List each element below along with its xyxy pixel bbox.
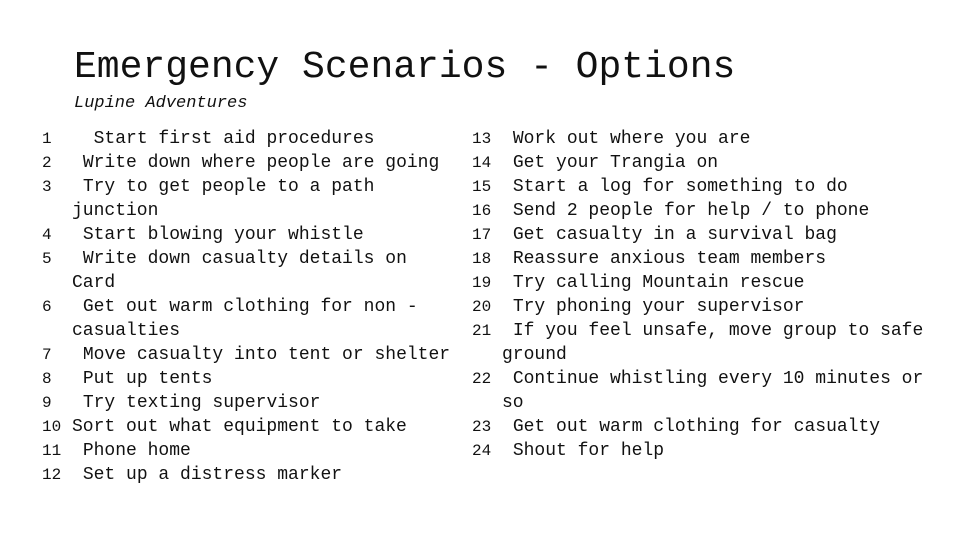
list-item [42, 223, 452, 247]
item-number: 19 [472, 274, 492, 292]
list-item [42, 295, 452, 343]
list-item [42, 151, 452, 175]
list-item [472, 247, 942, 271]
list-item [472, 151, 942, 175]
item-number: 9 [42, 394, 52, 412]
item-text: Try texting supervisor [72, 393, 321, 413]
item-text: Get your Trangia on [502, 153, 719, 173]
item-text: Send 2 people for help / to phone [502, 201, 870, 221]
item-number: 18 [472, 250, 492, 268]
item-text: Sort out what equipment to take [72, 417, 407, 437]
item-number: 23 [472, 418, 492, 436]
item-text: Phone home [72, 441, 191, 461]
list-item [472, 199, 942, 223]
item-text: Get out warm clothing for non -casualties [72, 297, 418, 341]
item-number: 3 [42, 178, 52, 196]
options-list-right [472, 127, 942, 463]
list-item [472, 439, 942, 463]
item-number: 11 [42, 442, 62, 460]
item-number: 10 [42, 418, 62, 436]
list-item [472, 367, 942, 415]
list-item [42, 439, 452, 463]
item-text: Work out where you are [502, 129, 751, 149]
list-item [42, 391, 452, 415]
list-item [42, 463, 452, 487]
item-number: 4 [42, 226, 52, 244]
item-number: 17 [472, 226, 492, 244]
page-subtitle: Lupine Adventures [74, 94, 248, 113]
item-number: 22 [472, 370, 492, 388]
item-text: Set up a distress marker [72, 465, 343, 485]
list-item [42, 415, 452, 439]
item-number: 12 [42, 466, 62, 484]
item-text: Start a log for something to do [502, 177, 848, 197]
list-item [472, 319, 942, 367]
item-text: Try phoning your supervisor [502, 297, 805, 317]
list-item [472, 175, 942, 199]
list-item [472, 295, 942, 319]
item-text: If you feel unsafe, move group to safe ground [502, 321, 935, 365]
list-item [42, 247, 452, 295]
item-text: Get casualty in a survival bag [502, 225, 837, 245]
item-text: Start first aid procedures [72, 129, 375, 149]
item-text: Try calling Mountain rescue [502, 273, 805, 293]
list-item [42, 343, 452, 367]
list-item [42, 175, 452, 223]
item-text: Start blowing your whistle [72, 225, 364, 245]
item-text: Write down casualty details on Card [72, 249, 418, 293]
item-text: Reassure anxious team members [502, 249, 827, 269]
item-text: Move casualty into tent or shelter [72, 345, 451, 365]
list-item [472, 127, 942, 151]
page-title: Emergency Scenarios - Options [74, 46, 736, 89]
item-text: Get out warm clothing for casualty [502, 417, 881, 437]
list-item [42, 127, 452, 151]
item-number: 7 [42, 346, 52, 364]
options-list-left [42, 127, 452, 487]
item-number: 14 [472, 154, 492, 172]
item-number: 15 [472, 178, 492, 196]
item-number: 21 [472, 322, 492, 340]
item-number: 5 [42, 250, 52, 268]
list-item [472, 415, 942, 439]
item-number: 2 [42, 154, 52, 172]
item-number: 6 [42, 298, 52, 316]
item-text: Put up tents [72, 369, 213, 389]
item-text: Shout for help [502, 441, 665, 461]
item-text: Try to get people to a path junction [72, 177, 386, 221]
item-number: 8 [42, 370, 52, 388]
item-number: 1 [42, 130, 52, 148]
item-text: Continue whistling every 10 minutes or so [502, 369, 935, 413]
list-item [472, 271, 942, 295]
item-number: 16 [472, 202, 492, 220]
item-number: 13 [472, 130, 492, 148]
item-number: 20 [472, 298, 492, 316]
item-text: Write down where people are going [72, 153, 440, 173]
list-item [42, 367, 452, 391]
list-item [472, 223, 942, 247]
item-number: 24 [472, 442, 492, 460]
